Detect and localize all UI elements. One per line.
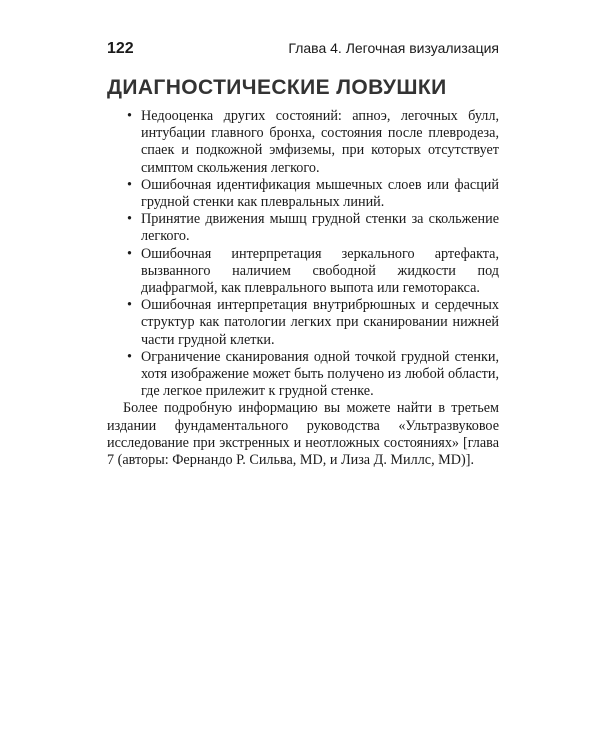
bullet-icon: • xyxy=(127,245,132,262)
list-item xyxy=(107,177,499,211)
list-item xyxy=(107,297,499,349)
pitfalls-list xyxy=(107,108,499,400)
list-item-text: Ошибочная интерпретация зеркального артефакта, вызванного наличием свободной жидкости под диафрагмой, как плеврального выпота или гемоторакса. xyxy=(141,245,499,297)
bullet-icon: • xyxy=(127,297,132,314)
bullet-icon: • xyxy=(127,211,132,228)
list-item xyxy=(107,349,499,401)
bullet-icon: • xyxy=(127,108,132,124)
list-item-text: Ограничение сканирования одной точкой грудной стенки, хотя изображение может быть получено из любой области, где легкое прилежит к грудной стенке. xyxy=(141,348,499,400)
list-item-text: Принятие движения мышц грудной стенки за скольжение легкого. xyxy=(141,211,499,245)
list-item xyxy=(107,211,499,245)
closing-paragraph: Более подробную информацию вы можете найти в третьем издании фундаментального руководства «Ультразвуковое исследование при экстренных и неотложных состояниях» [глава 7 (авторы: Фернандо Р. Сильва, MD, и Лиза Д. Миллс, MD)]. xyxy=(107,400,499,469)
chapter-title: Глава 4. Легочная визуализация xyxy=(288,40,499,56)
page-number: 122 xyxy=(107,40,134,57)
bullet-icon: • xyxy=(127,176,132,193)
section-heading: ДИАГНОСТИЧЕСКИЕ ЛОВУШКИ xyxy=(107,76,447,99)
list-item xyxy=(107,108,499,177)
running-header xyxy=(107,40,499,60)
list-item-text: Ошибочная идентификация мышечных слоев или фасций грудной стенки как плевральных линий. xyxy=(141,176,499,211)
list-item-text: Недооценка других состояний: апноэ, легочных булл, интубации главного бронха, состояния после плевродеза, спаек и подкожной эмфиземы, при которых отсутствует симптом скольжения легкого. xyxy=(141,108,499,176)
list-item-text: Ошибочная интерпретация внутрибрюшных и сердечных структур как патологии легких при сканировании нижней части грудной клетки. xyxy=(141,297,499,348)
bullet-icon: • xyxy=(127,348,132,365)
book-page xyxy=(107,40,499,469)
list-item xyxy=(107,246,499,298)
